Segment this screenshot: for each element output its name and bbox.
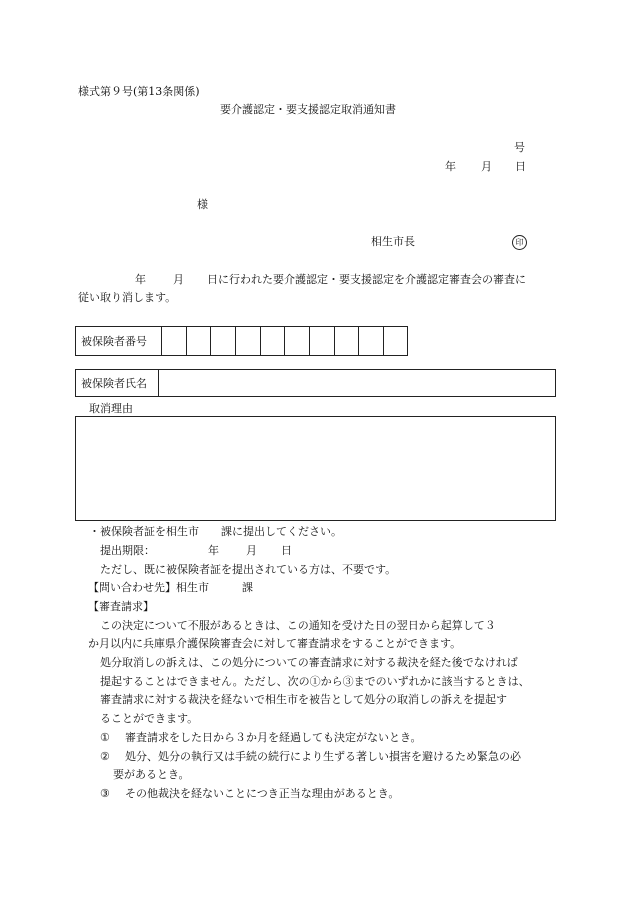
deadline-month: 月 — [246, 544, 257, 557]
cancel-reason-box[interactable] — [75, 416, 556, 521]
insured-number-digit-cell[interactable] — [334, 327, 335, 355]
document-number-label: 号 — [514, 141, 525, 154]
insured-number-digit-cell[interactable] — [210, 327, 211, 355]
issue-date-month: 月 — [481, 160, 492, 173]
review-text-line: ることができます。 — [100, 712, 199, 725]
cancel-reason-label: 取消理由 — [89, 402, 133, 415]
body-year: 年 — [135, 273, 146, 286]
review-text-line: 審査請求に対する裁決を経ないで相生市を被告として処分の取消しの訴えを提起す — [100, 693, 507, 706]
issue-date-year: 年 — [445, 160, 456, 173]
condition-text: 処分、処分の執行又は手続の続行により生ずる著しい損害を避けるため緊急の必 — [125, 750, 521, 763]
already-submitted-note: ただし、既に被保険者証を提出されている方は、不要です。 — [100, 563, 397, 576]
insured-number-digit-cell[interactable] — [260, 327, 261, 355]
condition-number: ① — [100, 731, 110, 744]
review-request-heading: 【審査請求】 — [88, 600, 154, 613]
deadline-day: 日 — [281, 544, 292, 557]
condition-text: その他裁決を経ないことにつき正当な理由があるとき。 — [125, 787, 400, 800]
review-text-line: か月以内に兵庫県介護保険審査会に対して審査請求をすることができます。 — [88, 637, 462, 650]
addressee-suffix: 様 — [197, 198, 208, 211]
deadline-label: 提出期限： — [100, 544, 155, 557]
issuer-name: 相生市長 — [371, 235, 415, 248]
form-number: 様式第９号(第13条関係) — [78, 85, 200, 98]
condition-text: 審査請求をした日から３か月を経過しても決定がないとき。 — [125, 731, 422, 744]
condition-number: ② — [100, 750, 110, 763]
body-line-1: 日に行われた要介護認定・要支援認定を介護認定審査会の審査に — [207, 273, 526, 286]
insured-number-digit-cell[interactable] — [358, 327, 359, 355]
insured-number-digit-cell[interactable] — [284, 327, 285, 355]
insured-number-digit-cell[interactable] — [161, 327, 162, 355]
review-text-line: 提起することはできません。ただし、次の①から③までのいずれかに該当するときは、 — [100, 675, 530, 688]
insured-number-digit-cell[interactable] — [309, 327, 310, 355]
insured-number-digit-cell[interactable] — [383, 327, 384, 355]
deadline-year: 年 — [208, 544, 219, 557]
review-text-line: この決定について不服があるときは、この通知を受けた日の翌日から起算して３ — [100, 619, 496, 632]
insured-number-digit-cell[interactable] — [186, 327, 187, 355]
condition-text-continued: 要があるとき。 — [113, 768, 190, 781]
body-line-2: 従い取り消します。 — [78, 291, 177, 304]
condition-number: ③ — [100, 787, 110, 800]
insured-name-label: 被保険者氏名 — [81, 377, 147, 390]
document-title: 要介護認定・要支援認定取消通知書 — [220, 103, 396, 116]
issue-date-day: 日 — [515, 160, 526, 173]
insured-number-row — [75, 326, 408, 356]
seal-mark: 印 — [512, 235, 527, 250]
insured-name-row — [75, 369, 556, 397]
insured-name-divider — [158, 370, 159, 396]
insured-number-label: 被保険者番号 — [81, 335, 147, 348]
review-text-line: 処分取消しの訴えは、この処分についての審査請求に対する裁決を経た後でなければ — [100, 656, 518, 669]
inquiry-contact: 【問い合わせ先】相生市 課 — [88, 581, 253, 594]
certificate-submission-notice: ・被保険者証を相生市 課に提出してください。 — [89, 525, 342, 538]
insured-number-digit-cell[interactable] — [235, 327, 236, 355]
body-month: 月 — [173, 273, 184, 286]
